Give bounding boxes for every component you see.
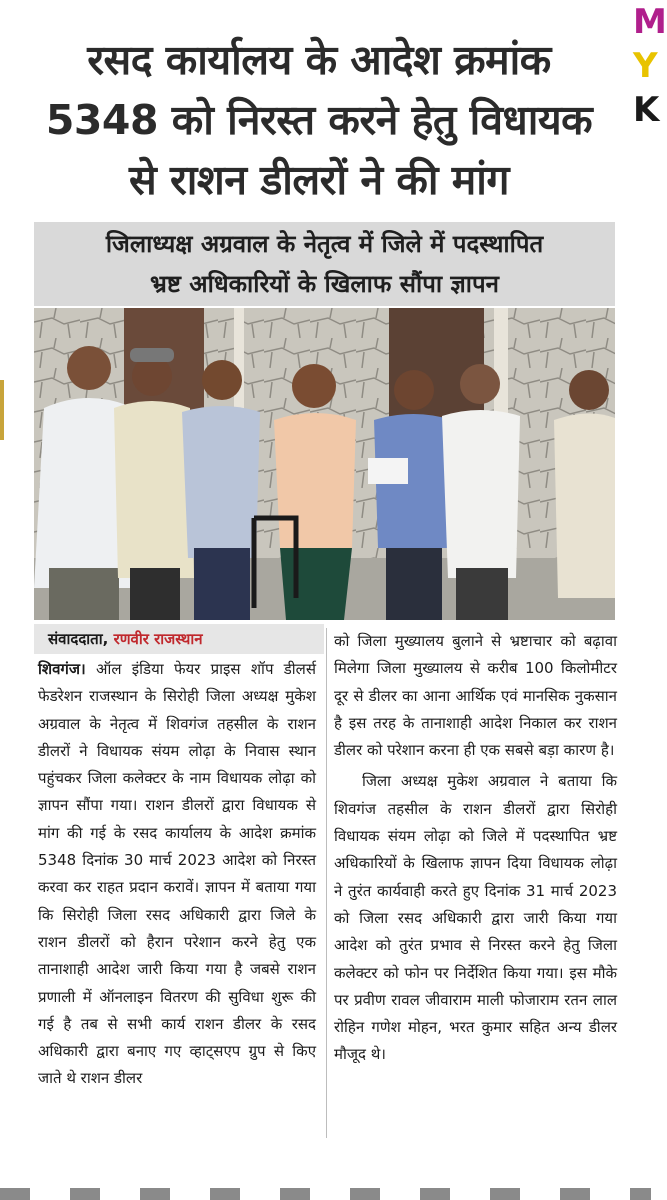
headline-line-1: रसद कार्यालय के आदेश क्रमांक (87, 36, 551, 84)
article-right-paragraph-2: जिला अध्यक्ष मुकेश अग्रवाल ने बताया कि शिवगंज तहसील के राशन डीलरों द्वारा सिरोही विधायक संयम लोढ़ा को जिले में पदस्थापित भ्रष्ट अधिकारियों के खिलाफ ज्ञापन दिया विधायक लोढ़ा ने तुरंत कार्यवाही करते हुए दिनांक 31 मार्च 2023 को जिला रसद अधिकारी द्वारा जारी किया गया आदेश को तुरंत प्रभाव से निरस्त करने हेतु जिला कलेक्टर को फोन पर निर्देशित किया गया। इस मौके पर प्रवीण रावल जीवाराम माली फोजाराम रतन लाल रोहिन गणेश मोहन, भरत कुमार सहित अन्य डीलर मौजूद थे। (334, 772, 617, 1064)
article-left-text: ऑल इंडिया फेयर प्राइस शॉप डीलर्स फेडरेशन राजस्थान के सिरोही जिला अध्यक्ष मुकेश अग्रवाल के नेतृत्व में शिवगंज तहसील के राशन डीलरों ने विधायक संयम लोढ़ा के निवास स्थान पहुंचकर जिला कलेक्टर के नाम विधायक लोढ़ा को ज्ञापन सौंपा गया। राशन डीलरों द्वारा विधायक से मांग की गई के रसद कार्यालय के आदेश क्रमांक 5348 दिनांक 30 मार्च 2023 आदेश को निरस्त करवा कर राहत प्रदान करावें। ज्ञापन में बताया गया कि सिरोही जिला रसद अधिकारी द्वारा जिले के राशन डीलरों को हैरान परेशान करने हेतु एक तानाशाही आदेश जारी किया गया है जबसे राशन प्रणाली में ऑनलाइन वितरण की सुविधा शुरू की गई है तब से सभी कार्य राशन डीलर के रसद अधिकारी द्वारा बनाए गए व्हाट्सएप ग्रुप से किए जाते थे राशन डीलर (38, 660, 316, 1088)
article-dateline: शिवगंज। (38, 660, 86, 678)
byline-label: संवाददाता (48, 630, 103, 648)
edge-letter-y: Y (633, 46, 658, 86)
group-photo-illustration (34, 308, 615, 620)
byline-reporter: रणवीर राजस्थान (113, 630, 203, 648)
byline-separator: , (102, 630, 109, 648)
article-paragraph-1 (38, 656, 316, 1093)
print-registration-letters (631, 0, 667, 130)
headline-line-2: 5348 को निरस्त करने हेतु विधायक (45, 96, 593, 144)
article-column-left (38, 656, 316, 1093)
subheadline-box (34, 222, 615, 306)
next-article-edge (0, 1188, 651, 1200)
subheadline-line-2: भ्रष्ट अधिकारियों के खिलाफ सौंपा ज्ञापन (150, 270, 499, 298)
edge-letter-k: K (633, 90, 660, 130)
byline (34, 624, 324, 654)
subheadline-line-1: जिलाध्यक्ष अग्रवाल के नेतृत्व में जिले में पदस्थापित (105, 230, 544, 258)
edge-letter-m: M (633, 2, 667, 42)
news-photo (34, 308, 615, 620)
article-column-right (334, 628, 617, 1069)
column-divider (326, 628, 327, 1138)
headline (24, 30, 614, 210)
article-right-paragraph-1: को जिला मुख्यालय बुलाने से भ्रष्टाचार को बढ़ावा मिलेगा जिला मुख्यालय से करीब 100 किलोमीटर दूर से डीलर का आना आर्थिक एवं मानसिक नुकसान है इस तरह के तानाशाही आदेश निकाल कर राशन डीलर को परेशान करना ही एक सबसे बड़ा कारण है। (334, 632, 617, 760)
adjacent-clipping-edge (0, 380, 4, 440)
headline-line-3: से राशन डीलरों ने की मांग (129, 156, 509, 204)
